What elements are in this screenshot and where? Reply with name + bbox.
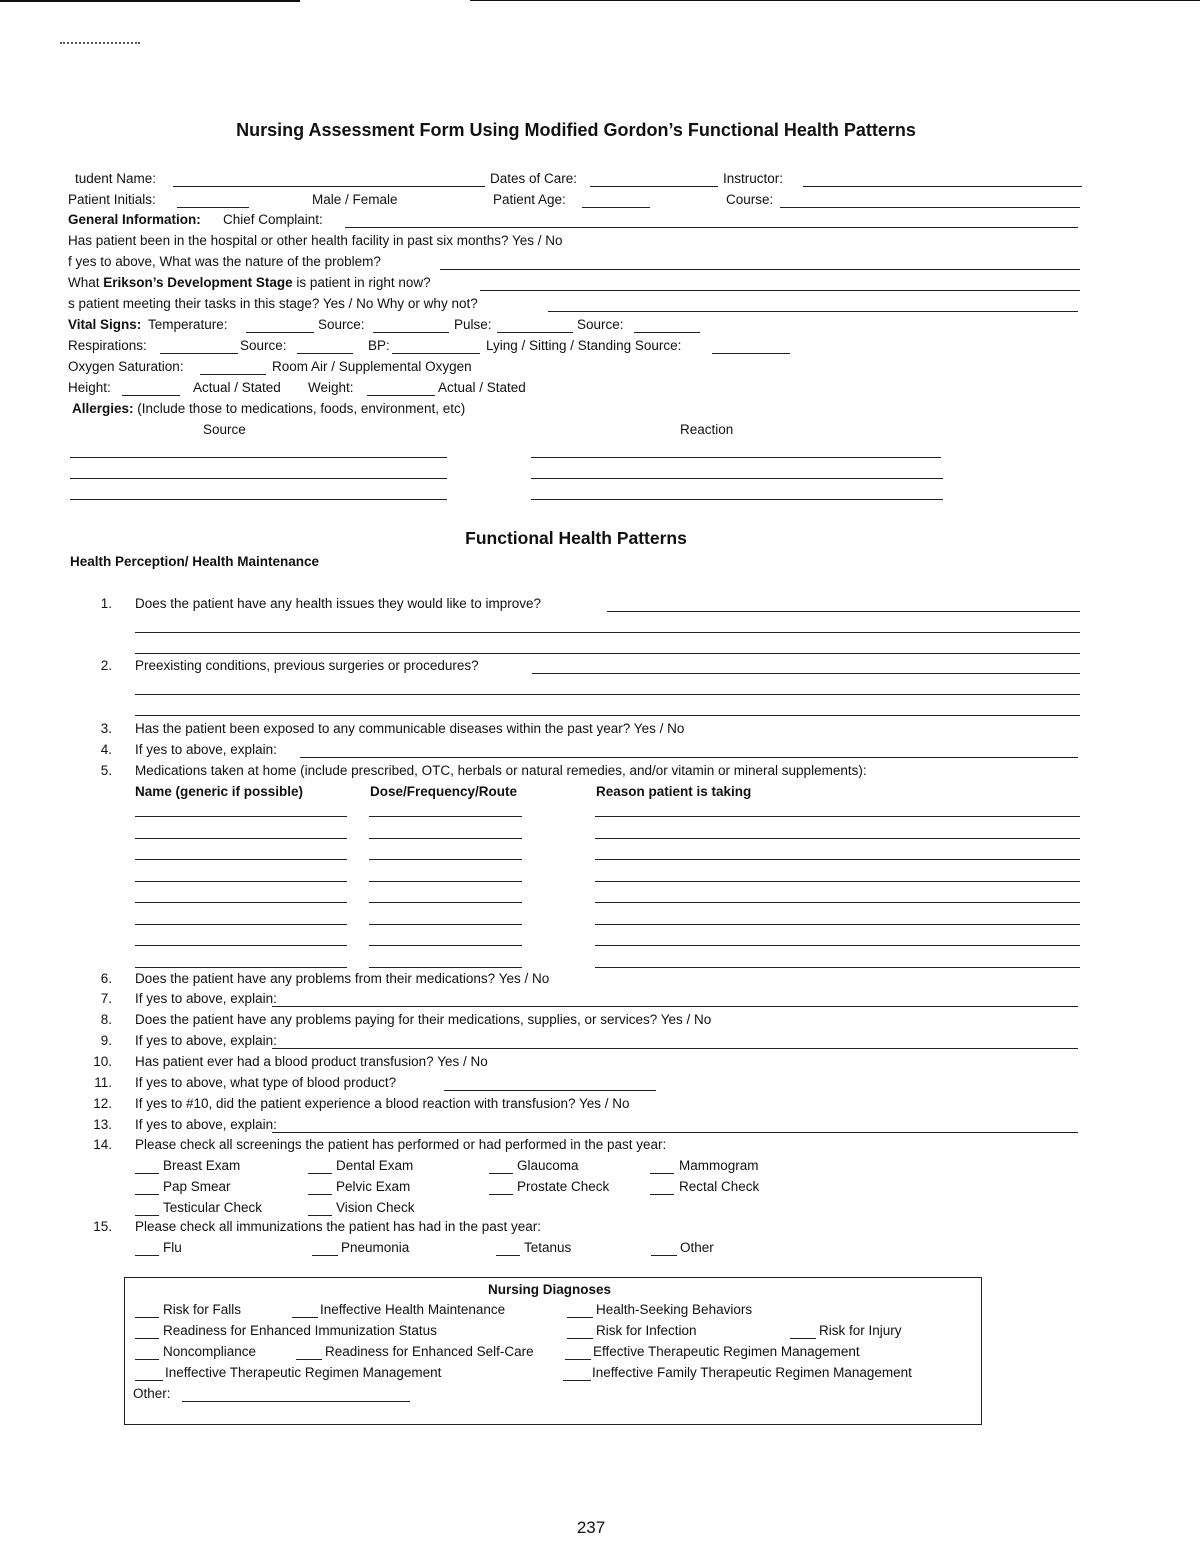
weight-field[interactable] [367,395,435,396]
question-12: If yes to #10, did the patient experience a blood reaction with transfusion? Yes / No [135,1096,630,1111]
course-field[interactable] [780,207,1080,208]
question-number: 9. [100,1033,112,1048]
med-dose-line[interactable] [369,902,522,903]
q1-answer-line[interactable] [607,611,1080,612]
med-dose-header: Dose/Frequency/Route [370,784,518,799]
oxygen-field[interactable] [200,374,266,375]
med-name-header: Name (generic if possible) [135,784,304,799]
q11-answer-line[interactable] [444,1090,656,1091]
question-2: Preexisting conditions, previous surgeries or procedures? [135,658,479,673]
question-8: Does the patient have any problems paying for their medications, supplies, or services? Yes / No [135,1012,712,1027]
chief-complaint-label: Chief Complaint: [223,212,323,227]
question-14: Please check all screenings the patient has performed or had performed in the past year: [135,1137,667,1152]
med-dose-line[interactable] [369,881,522,882]
question-4: If yes to above, explain: [135,742,277,757]
diagnosis-other-label: Other: [133,1386,171,1401]
med-reason-line[interactable] [595,924,1080,925]
diagnosis-readiness-self-care[interactable]: Readiness for Enhanced Self-Care [325,1344,534,1359]
bp-label: BP: [368,338,390,353]
med-name-line[interactable] [135,945,347,946]
course-label: Course: [726,192,774,207]
student-name-label: tudent Name: [75,171,157,186]
general-info-label: General Information: [68,212,201,227]
screening-dental-exam[interactable]: Dental Exam [336,1158,414,1173]
q1-answer-line[interactable] [135,653,1080,654]
question-7: If yes to above, explain: [135,991,277,1006]
checkbox-line[interactable] [296,1359,322,1360]
question-number: 3. [100,721,112,736]
checkbox-line[interactable] [790,1338,816,1339]
diagnosis-ineffective-regimen[interactable]: Ineffective Therapeutic Regimen Management [165,1365,442,1380]
question-number: 15. [93,1219,112,1234]
instructor-label: Instructor: [723,171,784,186]
diagnosis-ineffective-family-regimen[interactable]: Ineffective Family Therapeutic Regimen Management [592,1365,912,1380]
weight-actual-stated[interactable]: Actual / Stated [438,380,526,395]
vital-signs-label: Vital Signs: [68,317,142,332]
screening-prostate-check[interactable]: Prostate Check [517,1179,610,1194]
temp-source-label: Source: [318,317,365,332]
checkbox-line[interactable] [651,1255,677,1256]
respirations-label: Respirations: [68,338,147,353]
q4-answer-line[interactable] [300,757,1078,758]
med-reason-line[interactable] [595,945,1080,946]
patient-initials-label: Patient Initials: [68,192,156,207]
patient-age-label: Patient Age: [493,192,566,207]
question-number: 12. [93,1096,112,1111]
allergy-source-line[interactable] [70,499,447,500]
instructor-field[interactable] [803,186,1082,187]
erikson-field[interactable] [480,290,1080,291]
question-9: If yes to above, explain: [135,1033,277,1048]
question-number: 6. [100,971,112,986]
med-dose-line[interactable] [369,924,522,925]
question-number: 2. [100,658,112,673]
chief-complaint-field[interactable] [345,227,1078,228]
screening-testicular-check[interactable]: Testicular Check [163,1200,263,1215]
allergy-source-line[interactable] [70,457,447,458]
checkbox-line[interactable] [489,1173,513,1174]
med-name-line[interactable] [135,924,347,925]
oxygen-label: Oxygen Saturation: [68,359,184,374]
screening-pelvic-exam[interactable]: Pelvic Exam [336,1179,411,1194]
question-number: 14. [93,1137,112,1152]
pulse-label: Pulse: [454,317,492,332]
question-5: Medications taken at home (include prescribed, OTC, herbals or natural remedies, and/or vitamin or mineral supplements): [135,763,867,778]
immunization-pneumonia[interactable]: Pneumonia [341,1240,410,1255]
question-number: 11. [94,1075,112,1090]
question-3: Has the patient been exposed to any communicable diseases within the past year? Yes / No [135,721,685,736]
screening-pap-smear[interactable]: Pap Smear [163,1179,231,1194]
erikson-question: What Erikson’s Development Stage is patient in right now? [68,275,431,290]
med-name-line[interactable] [135,902,347,903]
allergy-source-header: Source [203,422,246,437]
question-13: If yes to above, explain: [135,1117,277,1132]
allergy-reaction-line[interactable] [531,478,943,479]
checkbox-line[interactable] [135,1194,159,1195]
med-reason-line[interactable] [595,881,1080,882]
med-reason-line[interactable] [595,816,1080,817]
patient-initials-field[interactable] [177,207,249,208]
diagnosis-effective-regimen[interactable]: Effective Therapeutic Regimen Management [593,1344,860,1359]
question-10: Has patient ever had a blood product transfusion? Yes / No [135,1054,488,1069]
question-number: 10. [93,1054,112,1069]
immunization-other[interactable]: Other [680,1240,714,1255]
checkbox-line[interactable] [650,1173,674,1174]
checkbox-line[interactable] [496,1255,520,1256]
immunization-flu[interactable]: Flu [163,1240,182,1255]
question-15: Please check all immunizations the patient has had in the past year: [135,1219,541,1234]
med-reason-header: Reason patient is taking [596,784,752,799]
immunization-tetanus[interactable]: Tetanus [524,1240,572,1255]
checkbox-line[interactable] [135,1380,163,1381]
diagnosis-other-field[interactable] [182,1401,410,1402]
question-11: If yes to above, what type of blood product? [135,1075,397,1090]
diagnosis-readiness-immunization[interactable]: Readiness for Enhanced Immunization Status [163,1323,437,1338]
q1-answer-line[interactable] [135,632,1080,633]
checkbox-line[interactable] [135,1359,159,1360]
page-number: 237 [576,1518,606,1537]
question-number: 1. [100,596,112,611]
checkbox-line[interactable] [135,1173,159,1174]
med-reason-line[interactable] [595,967,1080,968]
checkbox-line[interactable] [135,1317,159,1318]
scan-edge-line [0,0,300,2]
screening-glaucoma[interactable]: Glaucoma [517,1158,579,1173]
health-perception-heading: Health Perception/ Health Maintenance [70,554,320,569]
checkbox-line[interactable] [489,1194,513,1195]
patient-age-field[interactable] [582,207,650,208]
pulse-field[interactable] [497,332,573,333]
screening-vision-check[interactable]: Vision Check [336,1200,415,1215]
respirations-field[interactable] [160,353,238,354]
nature-field[interactable] [440,269,1080,270]
allergy-source-line[interactable] [70,478,447,479]
student-name-field[interactable] [173,186,485,187]
q2-answer-line[interactable] [135,694,1080,695]
room-air-option[interactable]: Room Air / Supplemental Oxygen [272,359,472,374]
scan-edge-line [470,0,1200,1]
tasks-question: s patient meeting their tasks in this stage? Yes / No Why or why not? [68,296,478,311]
allergy-reaction-line[interactable] [531,457,941,458]
question-1: Does the patient have any health issues they would like to improve? [135,596,541,611]
med-dose-line[interactable] [369,838,522,839]
section-title: Functional Health Patterns [465,528,687,548]
question-number: 4. [100,742,112,757]
diagnosis-risk-for-injury[interactable]: Risk for Injury [819,1323,902,1338]
checkbox-line[interactable] [567,1338,593,1339]
screening-mammogram[interactable]: Mammogram [679,1158,759,1173]
checkbox-line[interactable] [650,1194,674,1195]
gender-option[interactable]: Male / Female [312,192,398,207]
med-reason-line[interactable] [595,859,1080,860]
screening-breast-exam[interactable]: Breast Exam [163,1158,241,1173]
checkbox-line[interactable] [312,1255,338,1256]
height-field[interactable] [122,395,180,396]
form-title: Nursing Assessment Form Using Modified Gordon’s Functional Health Patterns [236,120,916,140]
tasks-field[interactable] [548,311,1078,312]
allergy-reaction-line[interactable] [531,499,943,500]
question-number: 13. [93,1117,112,1132]
med-name-line[interactable] [135,816,347,817]
diagnosis-ineffective-health-maintenance[interactable]: Ineffective Health Maintenance [320,1302,506,1317]
checkbox-line[interactable] [563,1380,591,1381]
question-number: 8. [100,1012,112,1027]
question-6: Does the patient have any problems from their medications? Yes / No [135,971,550,986]
med-name-line[interactable] [135,967,347,968]
dates-of-care-label: Dates of Care: [490,171,578,186]
q13-answer-line[interactable] [272,1132,1078,1133]
temp-source-field[interactable] [373,332,449,333]
checkbox-line[interactable] [308,1215,332,1216]
med-name-line[interactable] [135,881,347,882]
screening-rectal-check[interactable]: Rectal Check [679,1179,760,1194]
q9-answer-line[interactable] [272,1048,1078,1049]
allergies-label: Allergies: (Include those to medications, foods, environment, etc) [72,401,466,416]
checkbox-line[interactable] [135,1338,159,1339]
checkbox-line[interactable] [292,1317,318,1318]
bp-source-field[interactable] [712,353,790,354]
height-label: Height: [68,380,111,395]
diagnosis-risk-for-falls[interactable]: Risk for Falls [163,1302,242,1317]
height-actual-stated[interactable]: Actual / Stated [193,380,281,395]
checkbox-line[interactable] [567,1317,593,1318]
nature-question: f yes to above, What was the nature of the problem? [68,254,381,269]
question-number: 7. [100,991,112,1006]
checkbox-line[interactable] [135,1255,159,1256]
med-dose-line[interactable] [369,967,522,968]
med-reason-line[interactable] [595,902,1080,903]
q7-answer-line[interactable] [272,1006,1078,1007]
temperature-field[interactable] [246,332,314,333]
resp-source-field[interactable] [297,353,353,354]
diagnosis-health-seeking-behaviors[interactable]: Health-Seeking Behaviors [596,1302,753,1317]
med-name-line[interactable] [135,859,347,860]
med-dose-line[interactable] [369,859,522,860]
diagnosis-risk-for-infection[interactable]: Risk for Infection [596,1323,697,1338]
pulse-source-label: Source: [577,317,624,332]
scan-mark [60,38,140,44]
q2-answer-line[interactable] [532,673,1080,674]
q2-answer-line[interactable] [135,715,1080,716]
nursing-diagnoses-heading: Nursing Diagnoses [488,1282,612,1297]
resp-source-label: Source: [240,338,287,353]
temperature-label: Temperature: [148,317,228,332]
diagnosis-noncompliance[interactable]: Noncompliance [163,1344,257,1359]
hospital-question: Has patient been in the hospital or other health facility in past six months? Yes / No [68,233,563,248]
checkbox-line[interactable] [565,1359,591,1360]
bp-source-label: Lying / Sitting / Standing Source: [486,338,682,353]
question-number: 5. [100,763,112,778]
checkbox-line[interactable] [308,1173,332,1174]
checkbox-line[interactable] [135,1215,159,1216]
weight-label: Weight: [308,380,354,395]
med-dose-line[interactable] [369,816,522,817]
checkbox-line[interactable] [308,1194,332,1195]
pulse-source-field[interactable] [634,332,700,333]
dates-of-care-field[interactable] [590,186,718,187]
allergy-reaction-header: Reaction [680,422,734,437]
med-dose-line[interactable] [369,945,522,946]
med-reason-line[interactable] [595,838,1080,839]
bp-field[interactable] [392,353,480,354]
med-name-line[interactable] [135,838,347,839]
